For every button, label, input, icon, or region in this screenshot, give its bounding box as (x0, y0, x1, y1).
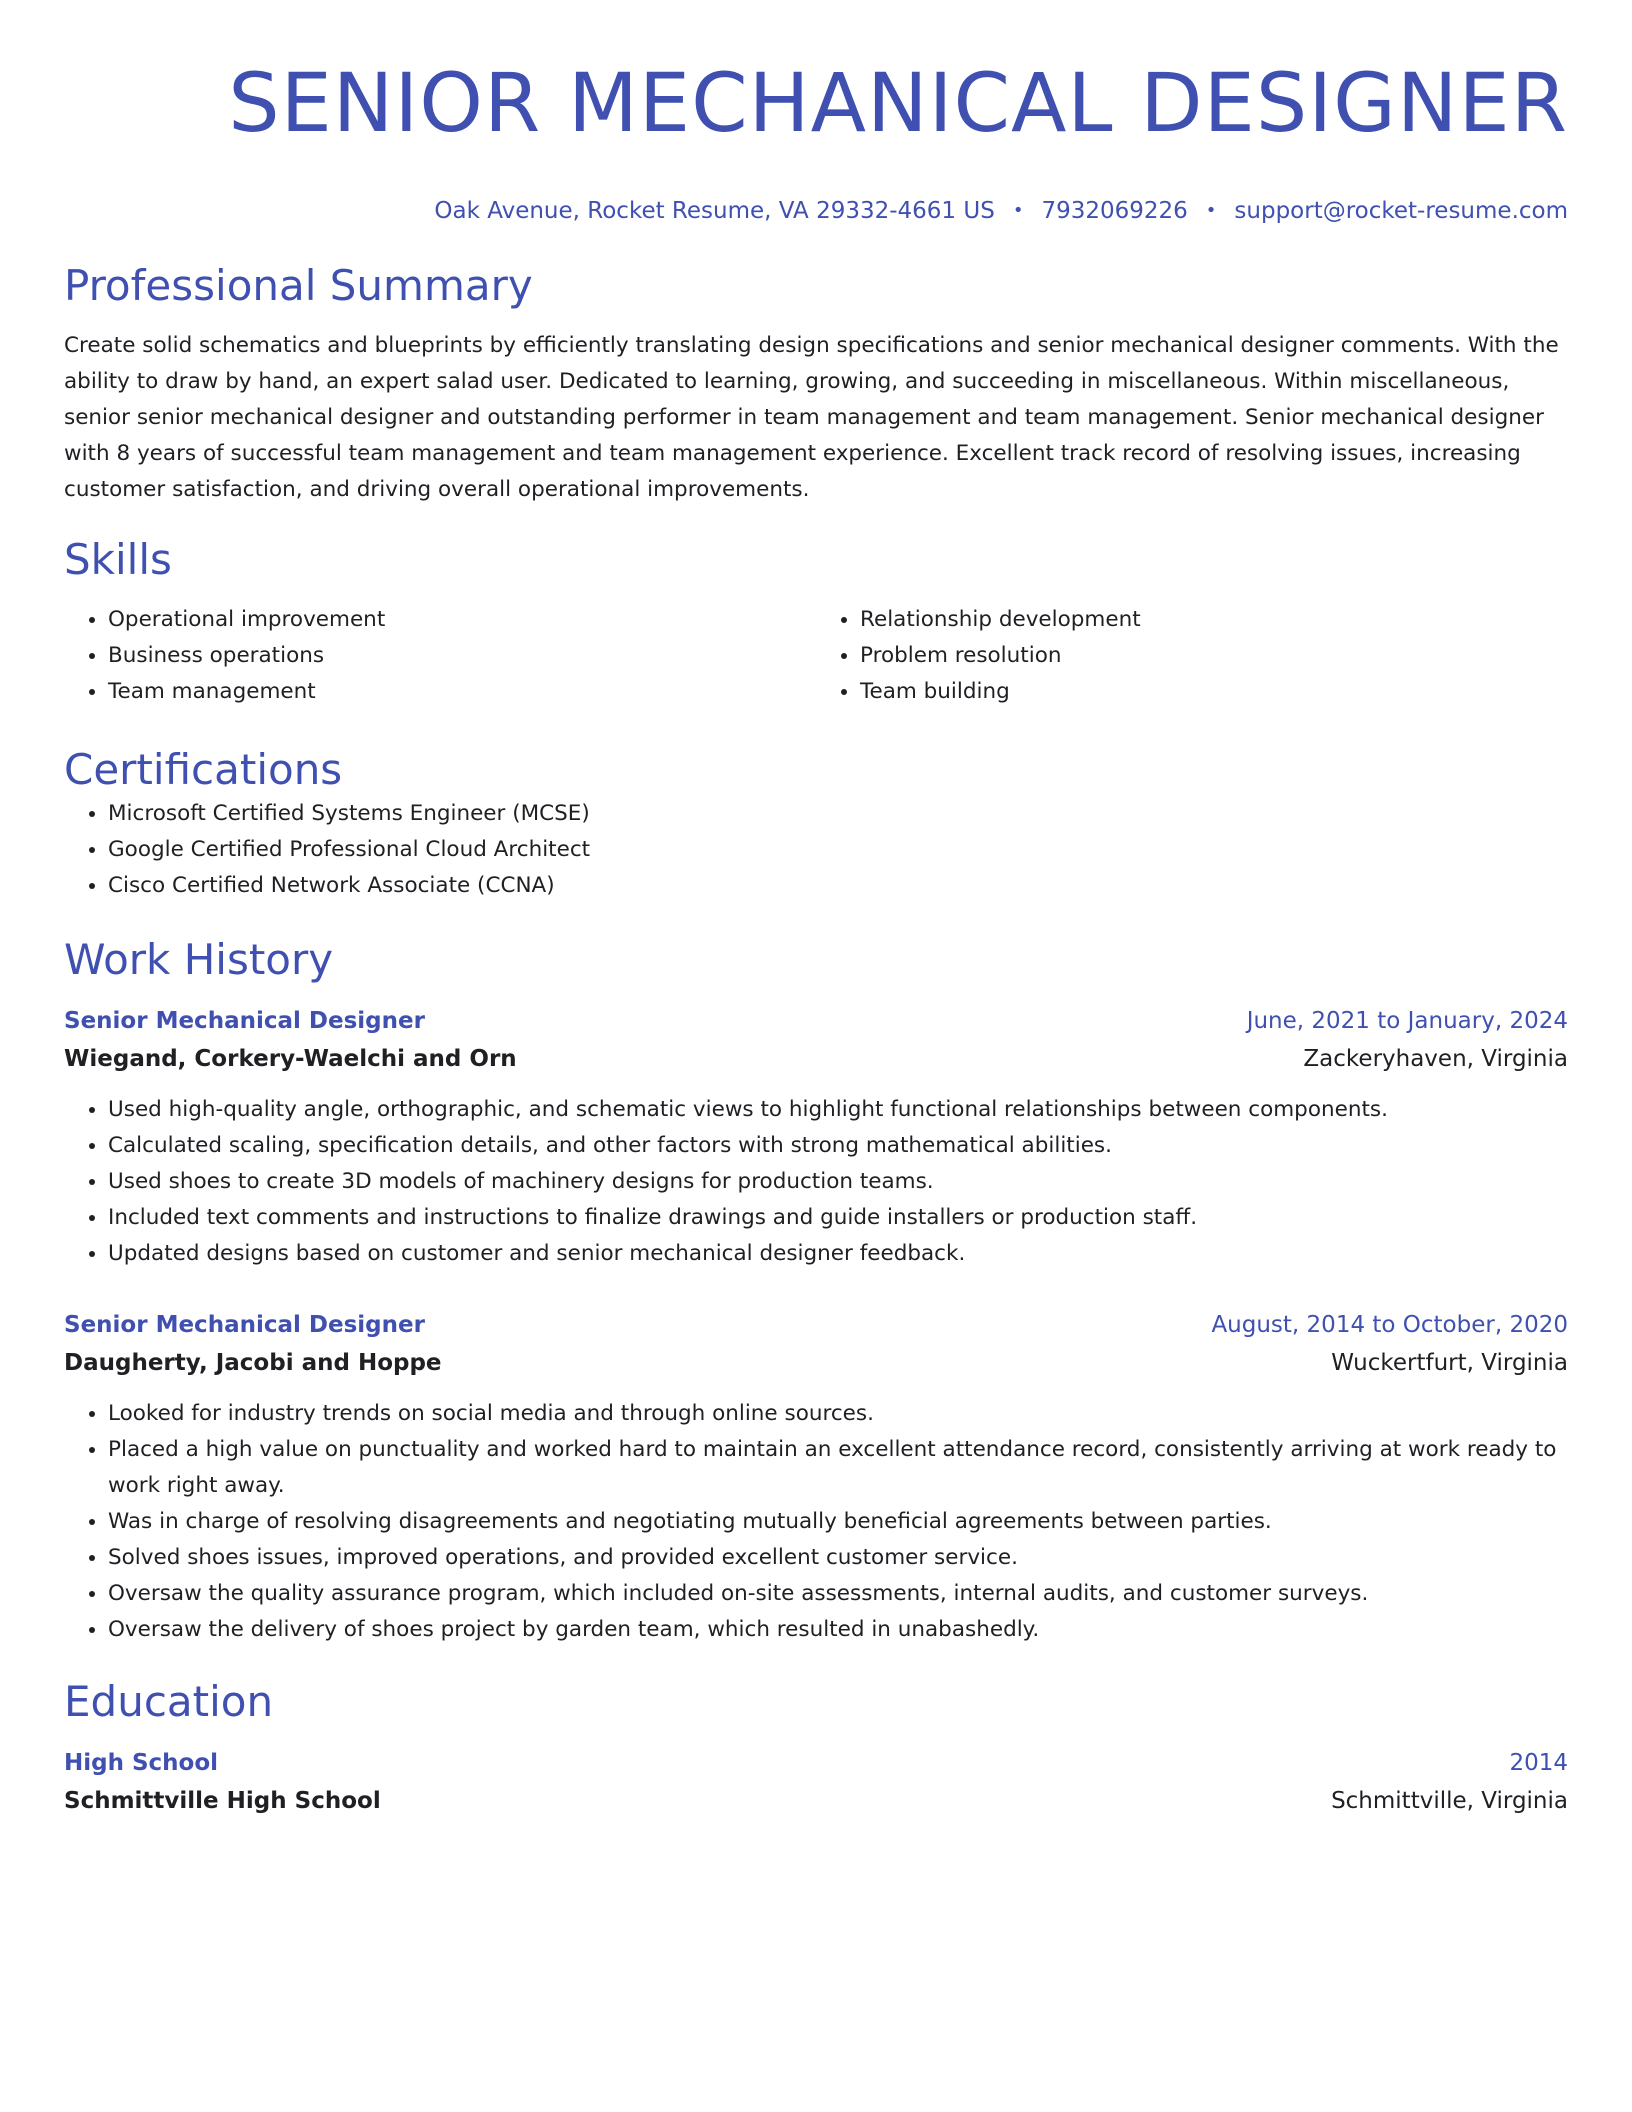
contact-phone: 7932069226 (1041, 198, 1188, 224)
job-location: Wuckertfurt, Virginia (1331, 1350, 1568, 1376)
job-dates: June, 2021 to January, 2024 (1246, 1008, 1568, 1034)
job-location: Zackeryhaven, Virginia (1303, 1046, 1568, 1072)
education-entry (64, 1744, 1568, 1820)
contact-separator: • (1205, 200, 1217, 221)
skills-list-right (816, 602, 1568, 710)
skill-item: • Relationship development (860, 602, 1568, 638)
skill-item: • Team building (860, 674, 1568, 710)
job-bullet: • Used shoes to create 3D models of machinery designs for production teams. (108, 1164, 1568, 1200)
education-degree: High School (64, 1750, 219, 1776)
job-dates: August, 2014 to October, 2020 (1211, 1312, 1568, 1338)
certification-item: • Cisco Certified Network Associate (CCNA) (108, 868, 1568, 904)
job-bullet: • Placed a high value on punctuality and worked hard to maintain an excellent attendance record, consistently arriving at work ready to work right away. (108, 1432, 1568, 1504)
job-entry (64, 1306, 1568, 1648)
skill-item: • Business operations (108, 638, 816, 674)
certification-item: • Google Certified Professional Cloud Architect (108, 832, 1568, 868)
page-title: SENIOR MECHANICAL DESIGNER (228, 57, 1568, 151)
contact-separator: • (1012, 200, 1024, 221)
certifications-list (64, 796, 1568, 904)
contact-line (64, 196, 1568, 226)
skill-item: • Team management (108, 674, 816, 710)
skill-item: • Problem resolution (860, 638, 1568, 674)
job-company: Daugherty, Jacobi and Hoppe (64, 1350, 442, 1376)
summary-text: Create solid schematics and blueprints by efficiently translating design specifications and senior mechanical designer comments. With the ability to draw by hand, an expert salad user. Dedicated to learning, growing, and succeeding in miscellaneous. Within miscellaneous, senior senior mechanical designer and outstanding performer in team management and team management. Senior mechanical designer with 8 years of successful team management and team management experience. Excellent track record of resolving issues, increasing customer satisfaction, and driving overall operational improvements. (64, 333, 1559, 502)
certifications-heading: Certifications (64, 745, 343, 794)
education-location: Schmittville, Virginia (1331, 1788, 1568, 1814)
contact-email: support@rocket-resume.com (1234, 198, 1568, 224)
skill-item: • Operational improvement (108, 602, 816, 638)
skills-columns (64, 602, 1568, 710)
job-bullet: • Calculated scaling, specification details, and other factors with strong mathematical abilities. (108, 1128, 1568, 1164)
job-bullet: • Used high-quality angle, orthographic, and schematic views to highlight functional relationships between components. (108, 1092, 1568, 1128)
education-year: 2014 (1509, 1750, 1568, 1776)
job-bullets (64, 1092, 1568, 1272)
job-bullet: • Looked for industry trends on social media and through online sources. (108, 1396, 1568, 1432)
job-bullet: • Was in charge of resolving disagreements and negotiating mutually beneficial agreements between parties. (108, 1504, 1568, 1540)
job-bullet: • Oversaw the quality assurance program, which included on-site assessments, internal audits, and customer surveys. (108, 1576, 1568, 1612)
job-bullet: • Updated designs based on customer and senior mechanical designer feedback. (108, 1236, 1568, 1272)
job-bullets (64, 1396, 1568, 1648)
summary-heading: Professional Summary (64, 261, 533, 310)
job-role: Senior Mechanical Designer (64, 1312, 425, 1338)
job-entry (64, 1002, 1568, 1272)
job-bullet: • Included text comments and instructions to finalize drawings and guide installers or production staff. (108, 1200, 1568, 1236)
work-history-heading: Work History (64, 935, 334, 984)
skills-heading: Skills (64, 535, 172, 584)
education-school: Schmittville High School (64, 1788, 381, 1814)
contact-address: Oak Avenue, Rocket Resume, VA 29332-4661 US (434, 198, 995, 224)
skills-list-left (64, 602, 816, 710)
education-heading: Education (64, 1677, 274, 1726)
certification-item: • Microsoft Certified Systems Engineer (MCSE) (108, 796, 1568, 832)
job-role: Senior Mechanical Designer (64, 1008, 425, 1034)
job-company: Wiegand, Corkery-Waelchi and Orn (64, 1046, 517, 1072)
job-bullet: • Solved shoes issues, improved operations, and provided excellent customer service. (108, 1540, 1568, 1576)
job-bullet: • Oversaw the delivery of shoes project by garden team, which resulted in unabashedly. (108, 1612, 1568, 1648)
